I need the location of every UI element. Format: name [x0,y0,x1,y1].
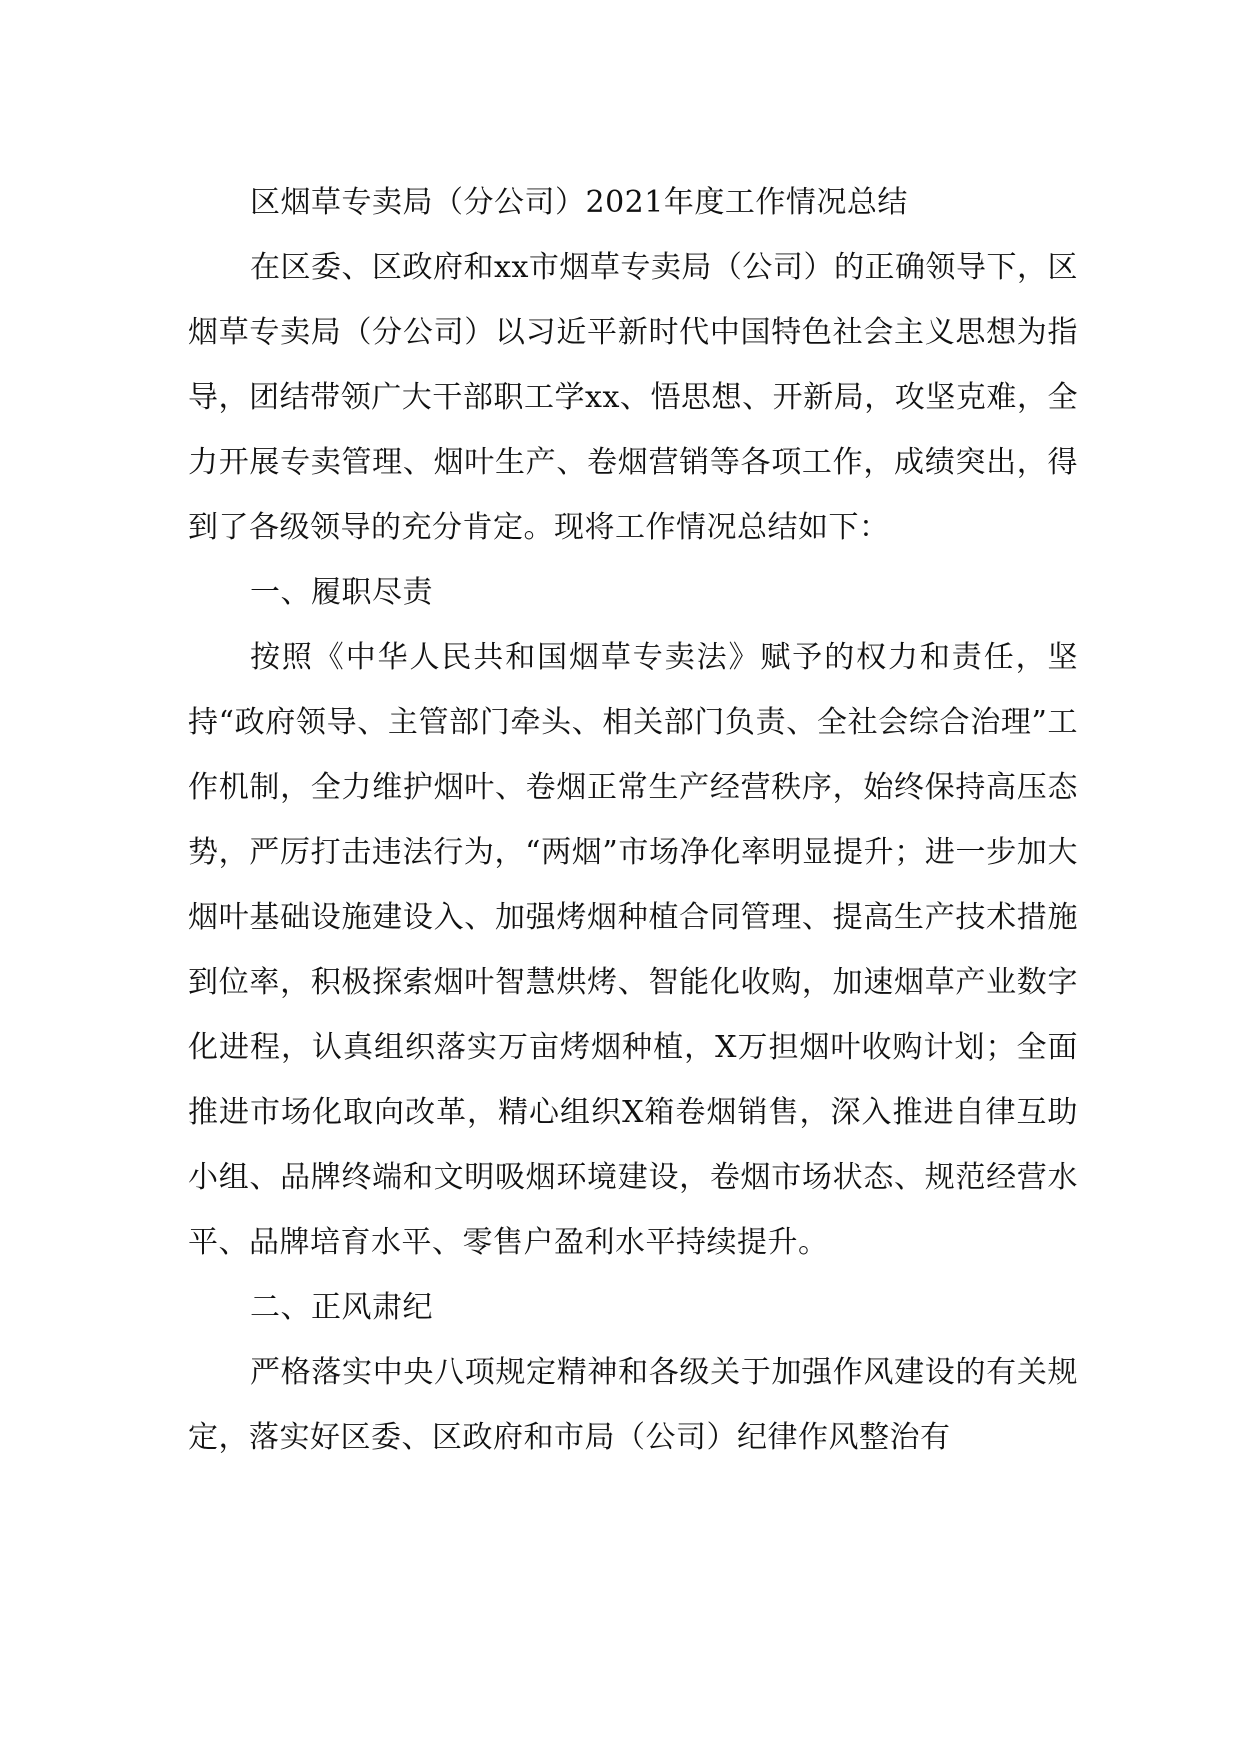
intro-paragraph: 在区委、区政府和xx市烟草专卖局（公司）的正确领导下，区烟草专卖局（分公司）以习近平新时代中国特色社会主义思想为指导，团结带领广大干部职工学xx、悟思想、开新局，攻坚克难，全力开展专卖管理、烟叶生产、卷烟营销等各项工作，成绩突出，得到了各级领导的充分肯定。现将工作情况总结如下： [188,250,1078,545]
document-title: 区烟草专卖局（分公司）2021年度工作情况总结 [250,185,908,220]
section-heading-1: 一、履职尽责 [250,575,433,610]
section-heading-2: 二、正风肃纪 [250,1290,433,1325]
document-body [188,170,1078,1470]
section-1-paragraph: 按照《中华人民共和国烟草专卖法》赋予的权力和责任，坚持“政府领导、主管部门牵头、相关部门负责、全社会综合治理”工作机制，全力维护烟叶、卷烟正常生产经营秩序，始终保持高压态势，严厉打击违法行为，“两烟”市场净化率明显提升；进一步加大烟叶基础设施建设入、加强烤烟种植合同管理、提高生产技术措施到位率，积极探索烟叶智慧烘烤、智能化收购，加速烟草产业数字化进程，认真组织落实万亩烤烟种植，X万担烟叶收购计划；全面推进市场化取向改革，精心组织X箱卷烟销售，深入推进自律互助小组、品牌终端和文明吸烟环境建设，卷烟市场状态、规范经营水平、品牌培育水平、零售户盈利水平持续提升。 [188,640,1078,1260]
section-2-paragraph: 严格落实中央八项规定精神和各级关于加强作风建设的有关规定，落实好区委、区政府和市局（公司）纪律作风整治有 [188,1355,1078,1455]
